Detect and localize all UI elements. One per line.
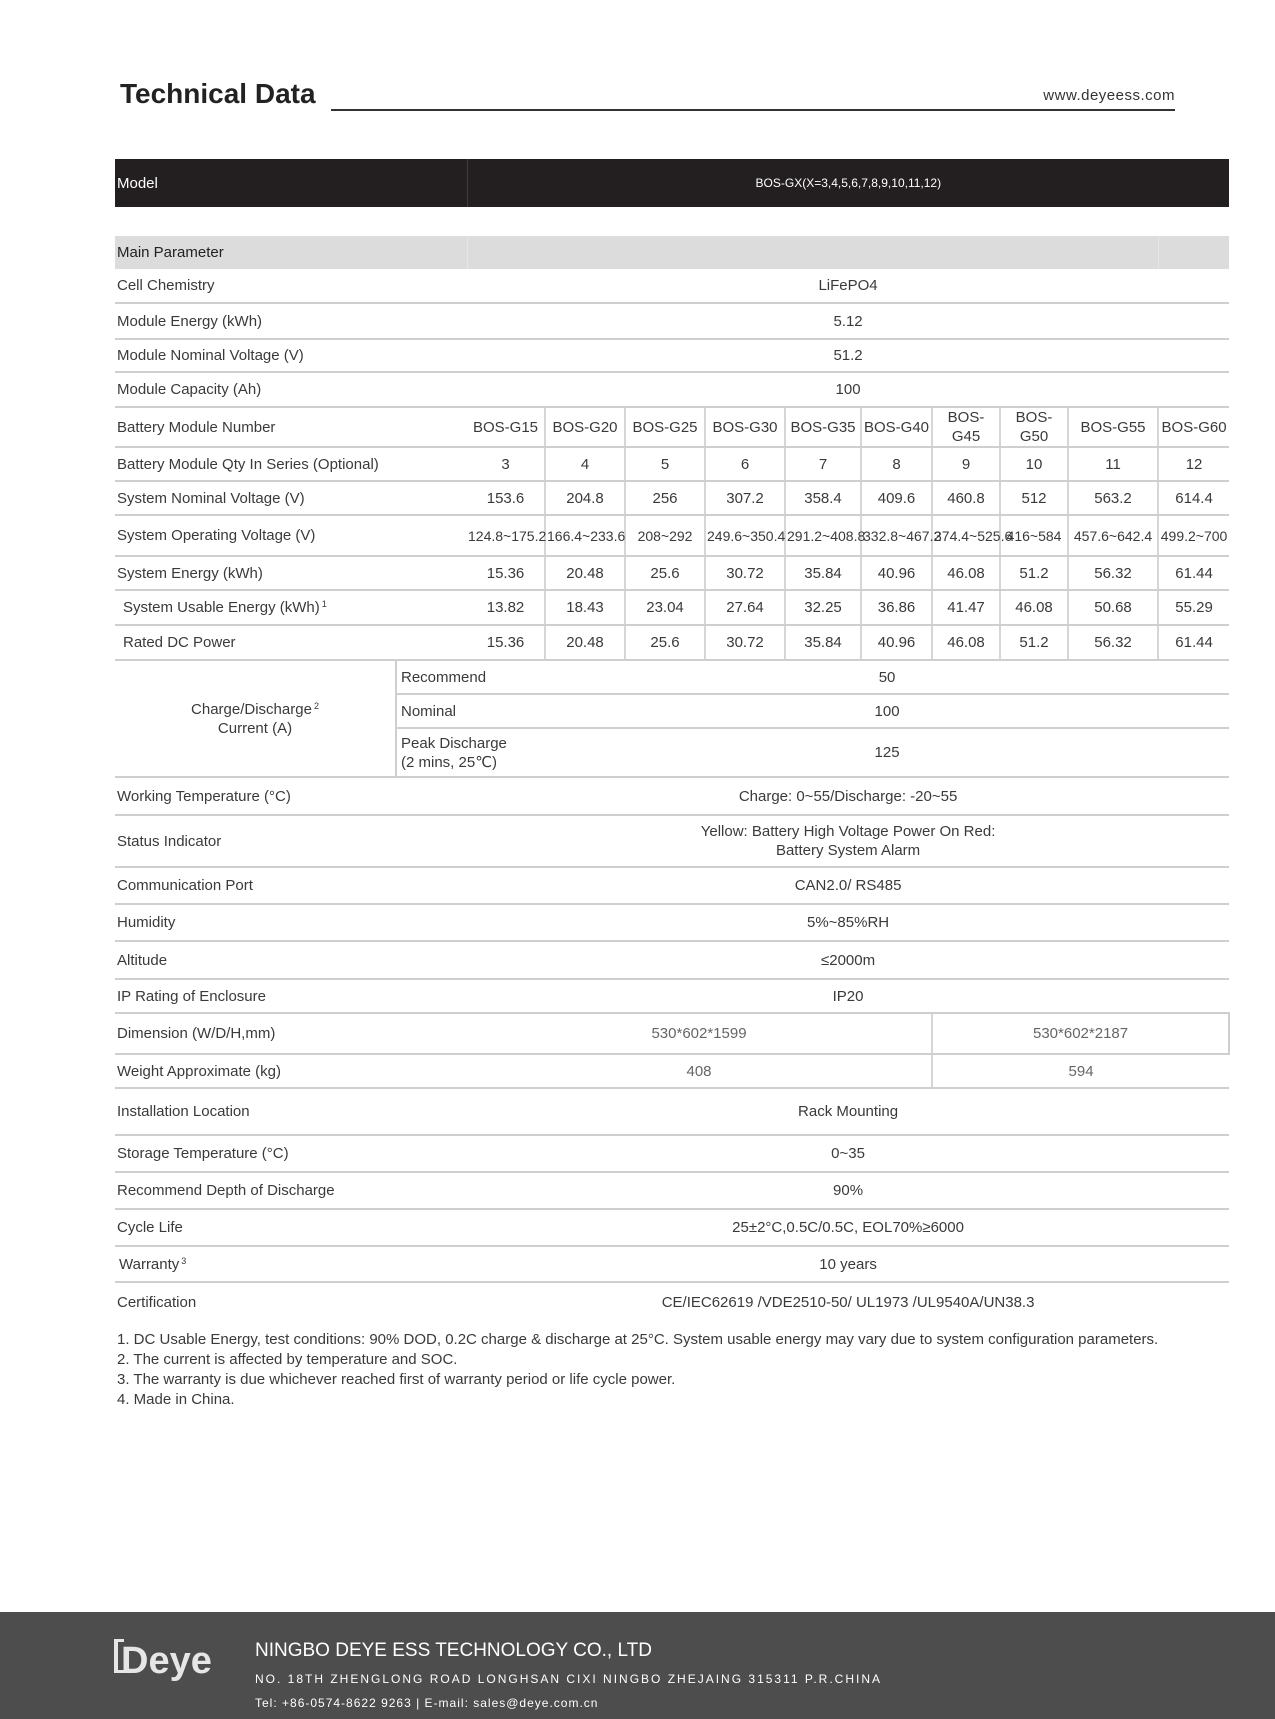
cell-value: 25.6: [625, 556, 705, 590]
row-label: Cell Chemistry: [115, 269, 467, 303]
cell-value: 8: [861, 447, 932, 481]
row-warranty: [115, 1246, 1229, 1282]
cell-value: 50.68: [1068, 590, 1158, 625]
title-divider: [331, 109, 1175, 111]
row-label: Module Energy (kWh): [115, 303, 467, 339]
cell-value: 30.72: [705, 556, 785, 590]
cell-value: 61.44: [1158, 556, 1229, 590]
cell-value: 40.96: [861, 625, 932, 660]
cell-value: 499.2~700: [1158, 515, 1229, 556]
row-value: 10 years: [467, 1246, 1229, 1282]
cell-value: 460.8: [932, 481, 1000, 515]
row-value: [467, 815, 1229, 867]
section-label: Main Parameter: [115, 236, 467, 269]
row-status-indicator: [115, 815, 1229, 867]
row-label: [115, 590, 467, 625]
cell-value: 32.25: [785, 590, 861, 625]
row-label: Humidity: [115, 904, 467, 941]
row-value: 100: [467, 372, 1229, 407]
row-depth-of-discharge: [115, 1172, 1229, 1209]
model-row: [115, 159, 1229, 207]
cell-value: 7: [785, 447, 861, 481]
row-value: 594: [932, 1054, 1229, 1088]
row-label: Storage Temperature (°C): [115, 1135, 467, 1172]
label-text: Peak Discharge: [401, 734, 507, 752]
cell-value: BOS-G15: [467, 407, 545, 447]
model-label: Model: [115, 159, 467, 207]
row-value: IP20: [467, 979, 1229, 1013]
row-label: Working Temperature (°C): [115, 777, 467, 815]
company-address: NO. 18TH ZHENGLONG ROAD LONGHSAN CIXI NINGBO ZHEJAING 315311 P.R.CHINA: [255, 1672, 883, 1686]
cell-value: 374.4~525.6: [932, 515, 1000, 556]
deye-logo: [113, 1636, 225, 1682]
cell-value: 55.29: [1158, 590, 1229, 625]
cell-value: 56.32: [1068, 625, 1158, 660]
footnote: 3. The warranty is due whichever reached first of warranty period or life cycle power.: [117, 1371, 676, 1388]
cell-value: 41.47: [932, 590, 1000, 625]
sub-label: Recommend: [396, 660, 545, 694]
row-ip-rating: [115, 979, 1229, 1013]
cell-value: 9: [932, 447, 1000, 481]
cell-value: 307.2: [705, 481, 785, 515]
row-system-energy: [115, 556, 1229, 590]
row-cycle-life: [115, 1209, 1229, 1246]
footnote-marker: 1: [321, 599, 327, 609]
cell-value: 20.48: [545, 625, 625, 660]
row-label: Recommend Depth of Discharge: [115, 1172, 467, 1209]
row-value: 51.2: [467, 339, 1229, 372]
row-qty-series: [115, 447, 1229, 481]
cell-value: BOS-G45: [932, 407, 1000, 447]
cell-value: 30.72: [705, 625, 785, 660]
row-system-usable-energy: [115, 590, 1229, 625]
cell-value: 614.4: [1158, 481, 1229, 515]
cell-value: BOS-G40: [861, 407, 932, 447]
footnotes: [117, 1330, 1158, 1410]
website-link[interactable]: www.deyeess.com: [1043, 87, 1175, 104]
cell-value: 124.8~175.2: [467, 515, 545, 556]
logo-text: Deye: [121, 1640, 212, 1682]
cell-value: BOS-G30: [705, 407, 785, 447]
cell-value: 332.8~467.2: [861, 515, 932, 556]
cell-value: 25.6: [625, 625, 705, 660]
label-text: Current (A): [217, 719, 293, 737]
model-value: BOS-GX(X=3,4,5,6,7,8,9,10,11,12): [467, 159, 1229, 207]
cell-value: 35.84: [785, 625, 861, 660]
cell-value: BOS-G50: [1000, 407, 1068, 447]
company-contact[interactable]: Tel: +86-0574-8622 9263 | E-mail: sales@deye.com.cn: [255, 1696, 599, 1710]
row-value: CAN2.0/ RS485: [467, 867, 1229, 904]
row-label: System Energy (kWh): [115, 556, 467, 590]
row-module-number: [115, 407, 1229, 447]
cell-value: 3: [467, 447, 545, 481]
row-value: 0~35: [467, 1135, 1229, 1172]
cell-value: 20.48: [545, 556, 625, 590]
cell-value: 13.82: [467, 590, 545, 625]
row-value: 530*602*1599: [467, 1013, 932, 1054]
row-value: ≤2000m: [467, 941, 1229, 979]
cell-value: 51.2: [1000, 556, 1068, 590]
cell-value: BOS-G20: [545, 407, 625, 447]
cell-value: 36.86: [861, 590, 932, 625]
row-value: 50: [545, 660, 1229, 694]
label-text: System Usable Energy (kWh): [123, 599, 320, 616]
row-label: Cycle Life: [115, 1209, 467, 1246]
row-storage-temperature: [115, 1135, 1229, 1172]
cell-value: 51.2: [1000, 625, 1068, 660]
row-certification: [115, 1282, 1229, 1322]
cell-value: 512: [1000, 481, 1068, 515]
cell-value: BOS-G55: [1068, 407, 1158, 447]
cell-value: 409.6: [861, 481, 932, 515]
footnote: 1. DC Usable Energy, test conditions: 90% DOD, 0.2C charge & discharge at 25°C. System usable energy may vary due to system configuration parameters.: [117, 1331, 1159, 1348]
row-value: 5%~85%RH: [467, 904, 1229, 941]
row-weight: [115, 1054, 1229, 1088]
cell-value: 208~292: [625, 515, 705, 556]
footnote-marker: 2: [313, 700, 319, 711]
row-system-nominal-voltage: [115, 481, 1229, 515]
cell-value: 256: [625, 481, 705, 515]
row-label: Module Nominal Voltage (V): [115, 339, 467, 372]
row-rated-dc-power: [115, 625, 1229, 660]
cell-value: 46.08: [932, 556, 1000, 590]
spec-table: [115, 159, 1230, 1322]
cell-value: 40.96: [861, 556, 932, 590]
cell-value: 61.44: [1158, 625, 1229, 660]
row-label: Module Capacity (Ah): [115, 372, 467, 407]
label-text: Warranty: [119, 1255, 180, 1273]
cell-value: 35.84: [785, 556, 861, 590]
row-system-operating-voltage: [115, 515, 1229, 556]
row-label: Battery Module Number: [115, 407, 467, 447]
cell-value: 15.36: [467, 625, 545, 660]
row-label: [115, 1246, 467, 1282]
cell-value: 153.6: [467, 481, 545, 515]
row-label: Battery Module Qty In Series (Optional): [115, 447, 467, 481]
cell-value: 358.4: [785, 481, 861, 515]
section-main-parameter: [115, 236, 1229, 269]
row-label: Certification: [117, 1294, 197, 1311]
row-label: Rated DC Power: [115, 625, 467, 660]
cell-value: 204.8: [545, 481, 625, 515]
cell-value: 46.08: [932, 625, 1000, 660]
cell-value: 27.64: [705, 590, 785, 625]
row-value: Charge: 0~55/Discharge: -20~55: [467, 777, 1229, 815]
cell-value: BOS-G60: [1158, 407, 1229, 447]
row-label: Installation Location: [115, 1088, 467, 1135]
row-module-energy: [115, 303, 1229, 339]
row-label: System Nominal Voltage (V): [115, 481, 467, 515]
row-value: 408: [467, 1054, 932, 1088]
cell-value: 46.08: [1000, 590, 1068, 625]
row-communication-port: [115, 867, 1229, 904]
cell-value: 11: [1068, 447, 1158, 481]
sub-label: [396, 728, 545, 777]
cell-value: 457.6~642.4: [1068, 515, 1158, 556]
cell-value: 56.32: [1068, 556, 1158, 590]
row-value: 90%: [467, 1172, 1229, 1209]
cell-value: 18.43: [545, 590, 625, 625]
row-cell-chemistry: [115, 269, 1229, 303]
label-text: Charge/Discharge: [191, 700, 312, 718]
row-charge-recommend: [115, 660, 1229, 694]
row-label: Dimension (W/D/H,mm): [115, 1013, 467, 1054]
cell-value: 563.2: [1068, 481, 1158, 515]
label-text: (2 mins, 25℃): [401, 753, 498, 771]
cell-value: 416~584: [1000, 515, 1068, 556]
row-value: 25±2°C,0.5C/0.5C, EOL70%≥6000: [467, 1209, 1229, 1246]
row-value: Rack Mounting: [467, 1088, 1229, 1135]
cell-value: BOS-G35: [785, 407, 861, 447]
row-altitude: [115, 941, 1229, 979]
charge-current-label: [115, 660, 396, 777]
row-label: Altitude: [115, 941, 467, 979]
footnote-marker: 3: [181, 1255, 187, 1266]
page-title: Technical Data: [120, 78, 316, 109]
row-value: LiFePO4: [467, 269, 1229, 303]
footnote: 2. The current is affected by temperature and SOC.: [117, 1351, 458, 1368]
row-module-capacity: [115, 372, 1229, 407]
sub-label: Nominal: [396, 694, 545, 728]
cell-value: BOS-G25: [625, 407, 705, 447]
row-value: CE/IEC62619 /VDE2510-50/ UL1973 /UL9540A/UN38.3: [661, 1294, 1035, 1311]
cell-value: 249.6~350.4: [705, 515, 785, 556]
cell-value: 15.36: [467, 556, 545, 590]
row-value: 100: [545, 694, 1229, 728]
cell-value: 4: [545, 447, 625, 481]
row-humidity: [115, 904, 1229, 941]
row-installation-location: [115, 1088, 1229, 1135]
row-working-temperature: [115, 777, 1229, 815]
row-label: Status Indicator: [115, 815, 467, 867]
row-dimension: [115, 1013, 1229, 1054]
cell-value: 23.04: [625, 590, 705, 625]
row-value: 5.12: [467, 303, 1229, 339]
row-label: Communication Port: [115, 867, 467, 904]
row-label: System Operating Voltage (V): [115, 515, 467, 556]
cell-value: 10: [1000, 447, 1068, 481]
footnote: 4. Made in China.: [117, 1391, 235, 1408]
cell-value: 5: [625, 447, 705, 481]
row-value: 125: [545, 728, 1229, 777]
cell-value: 291.2~408.8: [785, 515, 861, 556]
value-line: Battery System Alarm: [775, 842, 921, 859]
cell-value: 12: [1158, 447, 1229, 481]
value-line: Yellow: Battery High Voltage Power On Red:: [700, 823, 996, 840]
cell-value: 6: [705, 447, 785, 481]
page-footer: [0, 1612, 1275, 1719]
row-label: IP Rating of Enclosure: [115, 979, 467, 1013]
row-label: Weight Approximate (kg): [115, 1054, 467, 1088]
row-module-voltage: [115, 339, 1229, 372]
cell-value: 166.4~233.6: [545, 515, 625, 556]
company-name: NINGBO DEYE ESS TECHNOLOGY CO., LTD: [255, 1640, 652, 1661]
row-value: 530*602*2187: [932, 1013, 1229, 1054]
